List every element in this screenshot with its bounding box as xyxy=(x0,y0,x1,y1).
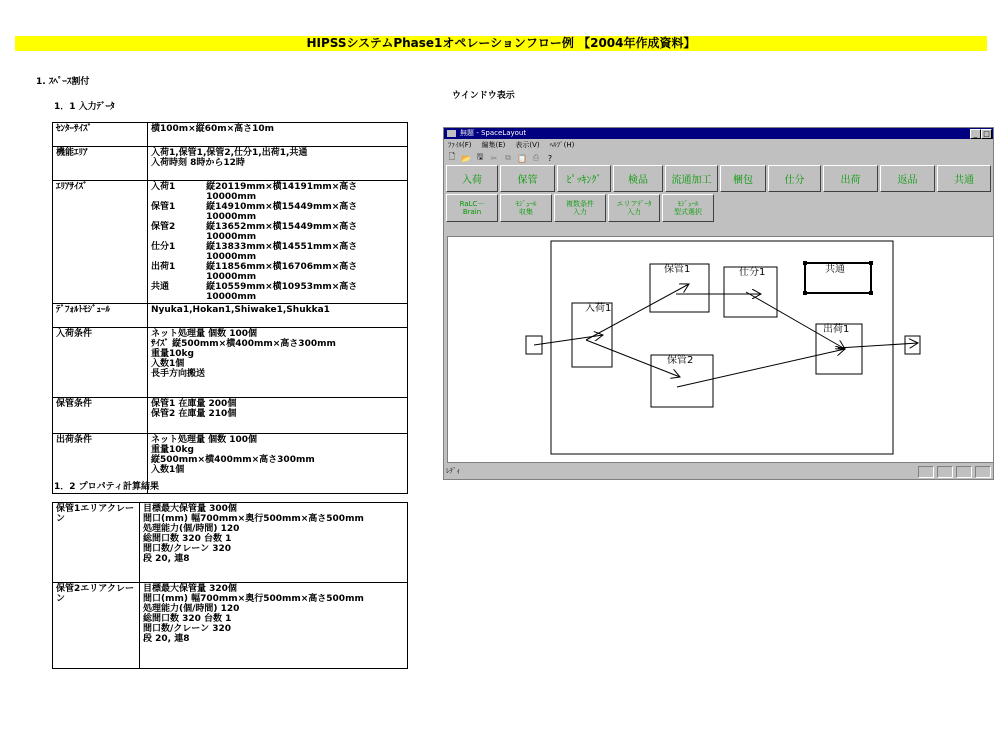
result-line: 総間口数 320 台数 1 xyxy=(143,614,232,624)
button-inspection[interactable]: 検品 xyxy=(613,165,663,192)
app-icon xyxy=(447,130,456,137)
selection-handle xyxy=(869,261,873,265)
func-area-line: 入荷1,保管1,保管2,仕分1,出荷1,共通 xyxy=(151,148,308,158)
receiving-line: 長手方向搬送 xyxy=(151,369,206,379)
status-pane xyxy=(975,466,991,478)
storage-line: 保管1 在庫量 200個 xyxy=(151,399,237,409)
area-name: 共通 xyxy=(151,282,170,292)
result-line: 目標最大保管量 320個 xyxy=(143,584,237,594)
value-default-module: Nyuka1,Hokan1,Shiwake1,Shukka1 xyxy=(148,304,408,328)
label-default-module: ﾃﾞﾌｫﾙﾄﾓｼﾞｭｰﾙ xyxy=(53,304,148,328)
flow-diagram xyxy=(448,237,993,462)
selection-handle xyxy=(803,291,807,295)
area-name: 仕分1 xyxy=(151,242,176,252)
label-storage2: 保管2 xyxy=(667,355,694,366)
button-shipping[interactable]: 出荷 xyxy=(823,165,878,192)
area-line xyxy=(151,282,404,302)
button-area-data[interactable]: エリアﾃﾞｰﾀ 入力 xyxy=(608,194,660,222)
subsection-result-heading: 1．2 プロパティ計算結果 xyxy=(54,482,159,492)
new-file-icon[interactable]: 🗋 xyxy=(448,152,456,161)
label-receiving1: 入荷1 xyxy=(585,303,612,314)
menu-view[interactable]: 表示(V) xyxy=(515,141,540,149)
input-data-table xyxy=(52,122,408,494)
outbound-terminal xyxy=(905,336,920,354)
status-pane xyxy=(937,466,953,478)
value-center-size: 横100m×縦60m×高さ10m xyxy=(148,123,408,147)
receiving-line: ネット処理量 個数 100個 xyxy=(151,329,258,339)
flow-arrow xyxy=(746,292,845,349)
result-line: 段 20, 連8 xyxy=(143,554,190,564)
copy-icon[interactable]: ⧉ xyxy=(505,153,511,162)
result-line: 間口数/クレーン 320 xyxy=(143,624,232,634)
area-line xyxy=(151,242,404,262)
result-line: 処理能力(個/時間) 120 xyxy=(143,604,240,614)
label-storage1-crane: 保管1エリアクレーン xyxy=(53,503,140,583)
section-heading: 1. ｽﾍﾟｰｽ割付 xyxy=(36,77,90,87)
receiving-line: 入数1個 xyxy=(151,359,185,369)
value-storage1-crane xyxy=(140,503,408,583)
status-pane xyxy=(956,466,972,478)
paste-icon[interactable]: 📋 xyxy=(517,153,527,163)
area-line xyxy=(151,202,404,222)
area-dims: 縦14910mm×横15449mm×高さ10000mm xyxy=(206,202,358,222)
function-button-row xyxy=(444,165,993,192)
button-picking[interactable]: ﾋﾟｯｷﾝｸﾞ xyxy=(557,165,611,192)
area-line xyxy=(151,262,404,282)
area-line xyxy=(151,182,404,202)
label-sorting1: 仕分1 xyxy=(739,267,766,278)
result-line: 目標最大保管量 300個 xyxy=(143,504,237,514)
result-line: 間口(mm) 幅700mm×奥行500mm×高さ500mm xyxy=(143,594,364,604)
value-storage2-crane xyxy=(140,583,408,669)
window-titlebar xyxy=(444,128,993,139)
label-common: 共通 xyxy=(825,264,845,275)
button-sorting[interactable]: 仕分 xyxy=(768,165,821,192)
cut-icon[interactable]: ✂ xyxy=(490,153,498,163)
area-name: 保管1 xyxy=(151,202,176,212)
shipping-line: 縦500mm×横400mm×高さ300mm xyxy=(151,455,315,465)
label-storage: 保管条件 xyxy=(53,398,148,434)
value-shipping xyxy=(148,434,408,494)
status-bar xyxy=(444,464,994,478)
open-folder-icon[interactable]: 📂 xyxy=(461,153,471,163)
page-title: HIPSSシステムPhase1オペレーションフロー例 【2004年作成資料】 xyxy=(15,36,987,51)
area-line xyxy=(151,222,404,242)
button-storage[interactable]: 保管 xyxy=(500,165,555,192)
window-title: 無題 - SpaceLayout xyxy=(460,129,527,137)
area-dims: 縦10559mm×横10953mm×高さ10000mm xyxy=(206,282,358,302)
toolbar xyxy=(444,151,993,165)
result-table xyxy=(52,502,408,669)
menu-help[interactable]: ﾍﾙﾌﾟ(H) xyxy=(549,141,575,149)
button-ralc-brain[interactable]: RaLC－ Brain xyxy=(446,194,498,222)
maximize-icon[interactable]: □ xyxy=(981,129,992,139)
selection-handle xyxy=(803,261,807,265)
status-text: ﾚﾃﾞｨ xyxy=(446,467,460,475)
area-dims: 縦13652mm×横15449mm×高さ10000mm xyxy=(206,222,358,242)
area-dims: 縦13833mm×横14551mm×高さ10000mm xyxy=(206,242,358,262)
shipping-line: 入数1個 xyxy=(151,465,185,475)
button-module-type[interactable]: ﾓｼﾞｭｰﾙ 型式選択 xyxy=(662,194,714,222)
menu-bar xyxy=(444,139,993,151)
area-dims: 縦20119mm×横14191mm×高さ10000mm xyxy=(206,182,358,202)
button-packing[interactable]: 梱包 xyxy=(720,165,766,192)
area-name: 保管2 xyxy=(151,222,176,232)
receiving-line: 重量10kg xyxy=(151,349,194,359)
window-display-label: ウインドウ表示 xyxy=(452,91,515,101)
button-processing[interactable]: 流通加工 xyxy=(665,165,718,192)
shipping-line: 重量10kg xyxy=(151,445,194,455)
print-icon[interactable]: ⎙ xyxy=(532,153,540,162)
label-receiving: 入荷条件 xyxy=(53,328,148,398)
label-shipping: 出荷条件 xyxy=(53,434,148,494)
shipping-line: ネット処理量 個数 100個 xyxy=(151,435,258,445)
result-line: 段 20, 連8 xyxy=(143,634,190,644)
menu-file[interactable]: ﾌｧｲﾙ(F) xyxy=(448,141,472,149)
value-receiving xyxy=(148,328,408,398)
area-dims: 縦11856mm×横16706mm×高さ10000mm xyxy=(206,262,358,282)
label-shipping1: 出荷1 xyxy=(823,324,850,335)
button-receiving[interactable]: 入荷 xyxy=(446,165,498,192)
result-line: 間口(mm) 幅700mm×奥行500mm×高さ500mm xyxy=(143,514,364,524)
save-icon[interactable]: 🖫 xyxy=(476,152,484,161)
button-module-collect[interactable]: ﾓｼﾞｭｰﾙ 収集 xyxy=(500,194,552,222)
value-func-area xyxy=(148,147,408,181)
area-name: 出荷1 xyxy=(151,262,176,272)
selection-handle xyxy=(869,291,873,295)
layout-canvas[interactable] xyxy=(447,236,994,463)
receiving-line: ｻｲｽﾞ 縦500mm×横400mm×高さ300mm xyxy=(151,339,336,349)
func-area-line: 入荷時刻 8時から12時 xyxy=(151,158,245,168)
status-pane xyxy=(918,466,934,478)
result-line: 総間口数 320 台数 1 xyxy=(143,534,232,544)
result-line: 処理能力(個/時間) 120 xyxy=(143,524,240,534)
label-storage1: 保管1 xyxy=(664,264,691,275)
value-area-size xyxy=(148,181,408,304)
button-multi-condition[interactable]: 複数条件 入力 xyxy=(554,194,606,222)
subsection-input-heading: 1．1 入力ﾃﾞｰﾀ xyxy=(54,102,115,112)
app-window xyxy=(443,127,994,480)
value-storage xyxy=(148,398,408,434)
result-line: 間口数/クレーン 320 xyxy=(143,544,232,554)
module-button-row xyxy=(444,194,993,222)
label-func-area: 機能ｴﾘｱ xyxy=(53,147,148,181)
button-returns[interactable]: 返品 xyxy=(880,165,935,192)
label-area-size: ｴﾘｱｻｲｽﾞ xyxy=(53,181,148,304)
menu-edit[interactable]: 編集(E) xyxy=(481,141,506,149)
minimize-icon[interactable]: _ xyxy=(970,129,981,139)
help-icon[interactable]: ? xyxy=(547,153,553,163)
storage-line: 保管2 在庫量 210個 xyxy=(151,409,237,419)
area-name: 入荷1 xyxy=(151,182,176,192)
label-storage2-crane: 保管2エリアクレーン xyxy=(53,583,140,669)
label-center-size: ｾﾝﾀｰｻｲｽﾞ xyxy=(53,123,148,147)
button-common[interactable]: 共通 xyxy=(937,165,991,192)
